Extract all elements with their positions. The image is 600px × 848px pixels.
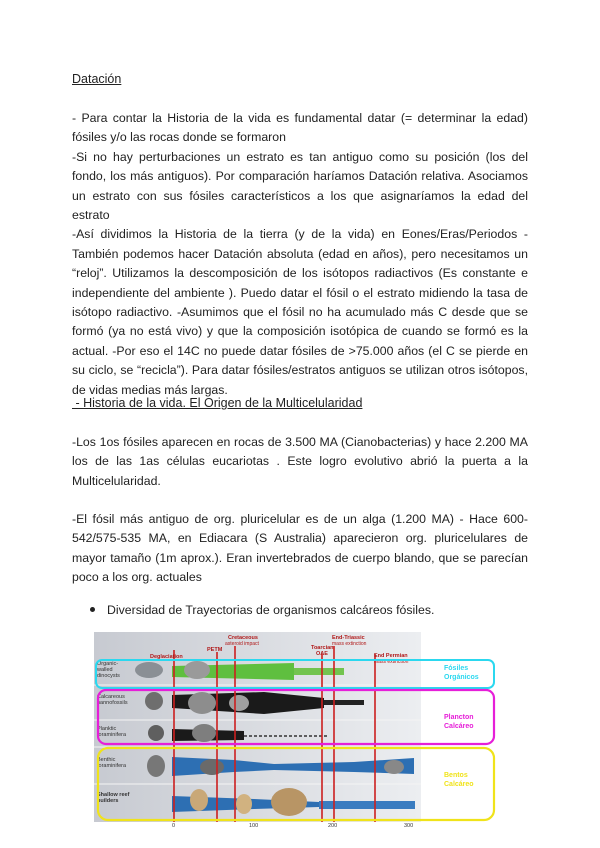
fossil-diversity-chart	[94, 632, 501, 828]
row-label-reef-2: builders	[97, 798, 119, 804]
row-label-planktic-1: Planktic	[97, 726, 117, 732]
nannofossil-image	[229, 695, 249, 711]
event-label-toarcian-1: Toarcian	[311, 645, 334, 651]
event-label-cretaceous-1: Cretaceous	[228, 635, 258, 641]
group-label-organic-1: Fósiles	[444, 665, 469, 672]
nannofossil-image	[188, 692, 216, 714]
event-label-deglaciation: Deglaciation	[150, 654, 183, 660]
axis-tick-300: 300	[404, 823, 414, 828]
row-label-benthic-2: foraminifera	[97, 763, 127, 769]
axis-tick-0: 0	[172, 823, 176, 828]
group-label-benthos-1: Bentos	[444, 772, 468, 779]
paragraph-1: - Para contar la Historia de la vida es fundamental datar (= determinar la edad) fósiles y/o las rocas donde se formaron	[72, 111, 528, 145]
section-heading-multicellularity: - Historia de la vida. El Origen de la Multicelularidad	[72, 396, 363, 410]
row-label-benthic-1: Benthic	[97, 757, 116, 763]
benthic-foram-image	[200, 759, 224, 775]
axis-tick-100: 100	[249, 823, 259, 828]
reef-builder-image	[190, 789, 208, 811]
reef-builder-image	[271, 788, 307, 816]
dating-paragraphs	[72, 109, 528, 400]
event-label-end-triassic-2: mass extinction	[332, 641, 367, 647]
row-label-reef-1: Shallow reef	[97, 792, 130, 798]
event-label-end-triassic-1: End-Triassic	[332, 635, 365, 641]
nannofossil-trajectory-tail	[324, 700, 364, 705]
benthic-foram-image	[147, 755, 165, 777]
paragraph-2: -Si no hay perturbaciones un estrato es tan antiguo como su posición (los del fondo, los más antiguos). Por comparación haríamos Datación relativa. Asociamos un estrato con sus fósiles característicos a los que asignaríamos la edad del estrato	[72, 149, 528, 223]
plankton-foram-image	[192, 724, 216, 742]
dinocyst-fossil-image	[184, 661, 210, 679]
benthic-foram-image	[384, 760, 404, 774]
axis-tick-200: 200	[328, 823, 338, 828]
row-label-organic-2: walled	[97, 667, 113, 673]
group-label-organic-2: Orgánicos	[444, 674, 479, 681]
fossil-diversity-figure	[94, 632, 501, 828]
plankton-foram-image	[148, 725, 164, 741]
group-label-plankton-1: Plancton	[444, 714, 474, 721]
paragraph-5: -El fósil más antiguo de org. pluricelular es de un alga (1.200 MA) - Hace 600-542/575-535 MA, en Ediacara (S Australia) aparecieron org. pluricelulares de mayor tamaño (1m aprox.). Eran invertebrados de cuerpo blando, que se parecían poco a los org. actuales	[72, 512, 528, 585]
heading-datacion: Datación	[72, 72, 122, 86]
group-label-benthos-2: Calcáreo	[444, 781, 474, 788]
row-label-calcareous-1: Calcareous	[97, 694, 125, 700]
paragraph-3: -Así dividimos la Historia de la tierra (y de la vida) en Eones/Eras/Periodos -También podemos hacer Datación absoluta (edad en años), pero necesitamos un “reloj”. Utilizamos la descomposición de los isótopos radiactivos (Es constante e independiente del ambiente ). Puedo datar el fósil o el estrato midiendo la tasa de isótopo radiactivo. -Asumimos que el fósil no ha acumulado más C desde que se formó (ya no está vivo) y que la composición isotópica de cuando se formó es la actual. -Por eso el 14C no puede datar fósiles de >75.000 años (el C se pierde en su ciclo, se “recicla”). Para datar fósiles/estratos antiguos se utilizan otros isótopos, de vidas medias más largas.	[72, 227, 528, 397]
event-label-petm: PETM	[207, 647, 223, 653]
row-label-organic-1: Organic-	[97, 661, 119, 667]
dinocyst-trajectory-tail	[294, 668, 344, 675]
row-label-calcareous-2: nannofossils	[97, 700, 128, 706]
event-label-end-permian-1: End Permian	[374, 653, 408, 659]
bullet-dot-icon	[90, 607, 95, 612]
row-label-organic-3: dinocysts	[97, 673, 120, 679]
event-label-cretaceous-2: asteroid impact	[225, 641, 259, 647]
event-label-end-permian-2: mass extinction	[374, 659, 409, 665]
dinocyst-fossil-image	[135, 662, 163, 678]
reef-builder-image	[236, 794, 252, 814]
group-label-plankton-2: Calcáreo	[444, 723, 474, 730]
row-label-planktic-2: foraminifera	[97, 732, 127, 738]
bullet-item	[90, 603, 434, 617]
nannofossil-image	[145, 692, 163, 710]
paragraph-4: -Los 1os fósiles aparecen en rocas de 3.500 MA (Cianobacterias) y hace 2.200 MA los de las 1as células eucariotas . Este logro evolutivo abrió la puerta a la Multicelularidad.	[72, 435, 528, 488]
event-label-toarcian-2: OAE	[316, 651, 328, 657]
bullet-text: Diversidad de Trayectorias de organismos calcáreos fósiles.	[107, 603, 435, 617]
